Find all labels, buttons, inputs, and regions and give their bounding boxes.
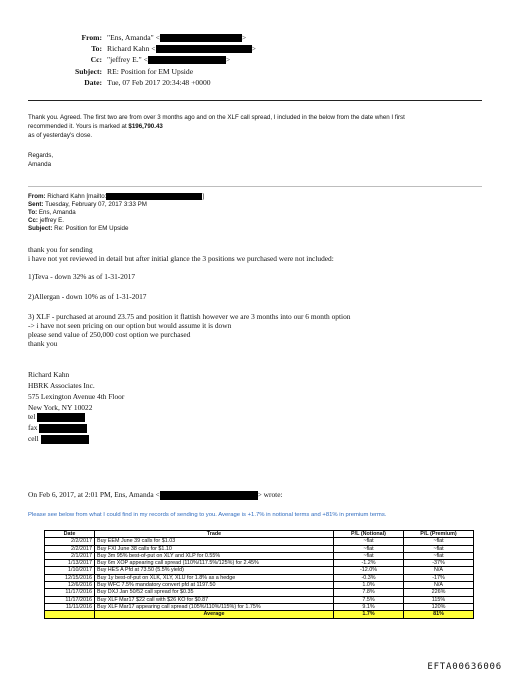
header-subject-value: RE: Position for EM Upside (107, 67, 194, 76)
header-cc-text: "jeffrey E." < (107, 55, 148, 64)
signature-fax-label: fax (28, 423, 38, 433)
table-cell-date: 2/2/2017 (45, 538, 95, 545)
quoted-from-value: Richard Kahn [mailto: (45, 193, 107, 201)
table-row (45, 603, 474, 610)
table-cell-date: 11/17/2016 (45, 596, 95, 603)
table-header-row (45, 531, 474, 538)
table-cell-date: 12/6/2016 (45, 582, 95, 589)
earlier-wrote-text: On Feb 6, 2017, at 2:01 PM, Ens, Amanda < (28, 490, 160, 500)
table-body (45, 538, 474, 611)
reply-line-2-text: recommended it. Yours is marked at (28, 123, 129, 130)
email-header (0, 0, 512, 100)
table-header-pl-notional: P/L (Notional) (334, 531, 404, 538)
quoted-to-value: Ens, Amanda (37, 209, 76, 216)
signature-cell (28, 435, 89, 444)
table-cell-pl-premium: 226% (404, 589, 474, 596)
table-cell-trade: Buy XLF Mar17 $22 call with $26 KO for $0.87 (95, 596, 334, 603)
table-cell-pl-premium: N/A (404, 582, 474, 589)
table-header-trade: Trade (95, 531, 334, 538)
signature-address-1: 575 Lexington Avenue 4th Floor (28, 392, 125, 401)
signature-company: HBRK Associates Inc. (28, 381, 95, 390)
table-row (45, 567, 474, 574)
table-header-date: Date (45, 531, 95, 538)
table-row (45, 596, 474, 603)
table-cell-date: 12/15/2016 (45, 574, 95, 581)
redaction-bar (160, 491, 258, 500)
signature-cell-label: cell (28, 434, 39, 444)
table-row (45, 582, 474, 589)
reply-line-1: Thank you. Agreed. The first two are from over 3 months ago and on the XLF call spread, I included in the below from the date when I first (28, 114, 405, 121)
table-cell-pl-notional: 9.1% (334, 603, 404, 610)
header-from-text: "Ens, Amanda" < (107, 33, 160, 42)
signature-tel (28, 413, 85, 422)
quoted-allergan: 2)Allergan - down 10% as of 1-31-2017 (28, 292, 147, 301)
signature-tel-label: tel (28, 412, 36, 422)
header-to-label: To: (91, 44, 102, 53)
earlier-wrote-line (28, 491, 283, 500)
table-row (45, 552, 474, 559)
redaction-bar (148, 56, 226, 64)
quoted-subject-value: Re: Position for EM Upside (52, 225, 129, 232)
trades-table (44, 530, 474, 619)
quoted-subject-label: Subject: (28, 225, 53, 232)
signature-address-2: New York, NY 10022 (28, 403, 93, 412)
table-cell-pl-premium: 120% (404, 603, 474, 610)
earlier-wrote-suffix: > wrote: (257, 490, 283, 500)
reply-line-3: as of yesterday's close. (28, 132, 93, 139)
header-to-text: Richard Kahn < (107, 44, 156, 53)
header-to-value (107, 44, 256, 53)
header-date-value: Tue, 07 Feb 2017 20:34:48 +0000 (107, 78, 211, 87)
redaction-bar (39, 424, 87, 433)
table-cell-pl-notional: ~flat (334, 552, 404, 559)
quoted-cc-label: Cc: (28, 217, 38, 224)
table-cell-pl-notional: 7.8% (334, 589, 404, 596)
table-cell-trade: Buy XLF Mar17 appearing call spread (105%/110%/115%) for 1.75% (95, 603, 334, 610)
table-cell-trade: Buy HES A Pfd at 73.50 (5.5% yield) (95, 567, 334, 574)
table-cell-pl-notional: ~flat (334, 538, 404, 545)
table-row (45, 545, 474, 552)
document-id: EFTA00636006 (427, 662, 502, 672)
table-row (45, 574, 474, 581)
average-premium: 81% (404, 611, 474, 618)
header-bracket: > (251, 44, 256, 53)
table-cell-pl-premium: N/A (404, 567, 474, 574)
table-cell-pl-premium: ~flat (404, 545, 474, 552)
table-cell-pl-notional: -12.0% (334, 567, 404, 574)
reply-marked-amount: $196,790.43 (128, 123, 163, 130)
header-subject-label: Subject: (75, 67, 102, 76)
table-cell-date: 2/1/2017 (45, 552, 95, 559)
redaction-bar (156, 45, 252, 53)
table-cell-trade: Buy DXJ Jan 50/52 call spread for $0.35 (95, 589, 334, 596)
table-cell-date: 1/13/2017 (45, 560, 95, 567)
table-row (45, 538, 474, 545)
quoted-divider (28, 186, 482, 187)
table-cell-pl-notional: 7.5% (334, 596, 404, 603)
signature-fax (28, 424, 87, 433)
header-date-label: Date: (84, 78, 102, 87)
reply-regards: Regards, (28, 152, 54, 159)
table-cell-date: 1/10/2017 (45, 567, 95, 574)
quoted-sent-value: Tuesday, February 07, 2017 3:33 PM (43, 201, 147, 208)
header-cc-value (107, 55, 230, 64)
quoted-body-line-1: thank you for sending (28, 245, 93, 254)
quoted-subject-row (28, 225, 128, 233)
table-cell-date: 11/11/2016 (45, 603, 95, 610)
table-cell-date: 2/2/2017 (45, 545, 95, 552)
redaction-bar (37, 413, 85, 422)
quoted-xlf-line-2: -> i have not seen pricing on our option but would assume it is down (28, 321, 232, 330)
header-from-label: From: (81, 33, 102, 42)
header-cc-label: Cc: (90, 55, 102, 64)
reply-signature-name: Amanda (28, 161, 52, 168)
header-divider (28, 100, 482, 101)
table-cell-pl-premium: ~flat (404, 538, 474, 545)
quoted-sent-label: Sent: (28, 201, 44, 208)
quoted-xlf-line-3: please send value of 250,000 cost option we purchased (28, 330, 191, 339)
header-bracket: > (225, 55, 231, 64)
signature-name: Richard Kahn (28, 370, 70, 379)
header-from-value (107, 33, 246, 42)
redaction-bar (41, 435, 89, 444)
table-cell-trade: Buy 1y best-of-put on XLK, XLY, XLU for 1.8% as a hedge (95, 574, 334, 581)
table-cell-pl-premium: 115% (404, 596, 474, 603)
table-cell-trade: Buy EEM June 39 calls for $1.03 (95, 538, 334, 545)
table-cell (45, 611, 95, 618)
average-notional: 1.7% (334, 611, 404, 618)
table-cell-pl-notional: -0.3% (334, 574, 404, 581)
quoted-xlf-line-1: 3) XLF - purchased at around 23.75 and position it flattish however we are 3 months into our 6 month option (28, 312, 351, 321)
table-cell-trade: Buy 6m XOP appearing call spread (110%/117.5%/125%) for 2.45% (95, 560, 334, 567)
table-cell-pl-notional: -1.2% (334, 560, 404, 567)
quoted-thanks: thank you (28, 339, 58, 348)
table-header-pl-premium: P/L (Premium) (404, 531, 474, 538)
header-bracket: > (241, 33, 247, 42)
table-cell-pl-premium: -17% (404, 574, 474, 581)
redaction-bar (106, 193, 205, 201)
quoted-from-label: From: (28, 193, 46, 201)
table-cell-pl-notional: 1.0% (334, 582, 404, 589)
table-cell-pl-premium: ~flat (404, 552, 474, 559)
quoted-teva: 1)Teva - down 32% as of 1-31-2017 (28, 272, 136, 281)
table-row (45, 560, 474, 567)
average-label: Average (95, 611, 334, 618)
table-cell-pl-notional: ~flat (334, 545, 404, 552)
quoted-body-line-2: i have not yet reviewed in detail but after initial glance the 3 positions we purchased were not included: (28, 254, 334, 263)
table-cell-trade: Buy FXI June 38 calls for $1.10 (95, 545, 334, 552)
table-cell-pl-premium: -37% (404, 560, 474, 567)
redaction-bar (160, 34, 242, 42)
table-cell-trade: Buy 3m 95% best-of-put on XLY and XLP for 0.55% (95, 552, 334, 559)
table-cell-date: 11/17/2016 (45, 589, 95, 596)
reply-line-2 (28, 123, 163, 131)
quoted-cc-value: jeffrey E. (37, 217, 65, 224)
earlier-intro: Please see below from what I could find in my records of sending to you. Average is +1.7% in notional terms and +81% in premium terms. (28, 512, 387, 518)
table-row (45, 589, 474, 596)
quoted-bracket: ] (202, 193, 205, 201)
quoted-to-label: To: (28, 209, 38, 216)
table-average-row (45, 611, 474, 618)
table-cell-trade: Buy WFC 7.5% mandatory convert pfd at 1197.50 (95, 582, 334, 589)
